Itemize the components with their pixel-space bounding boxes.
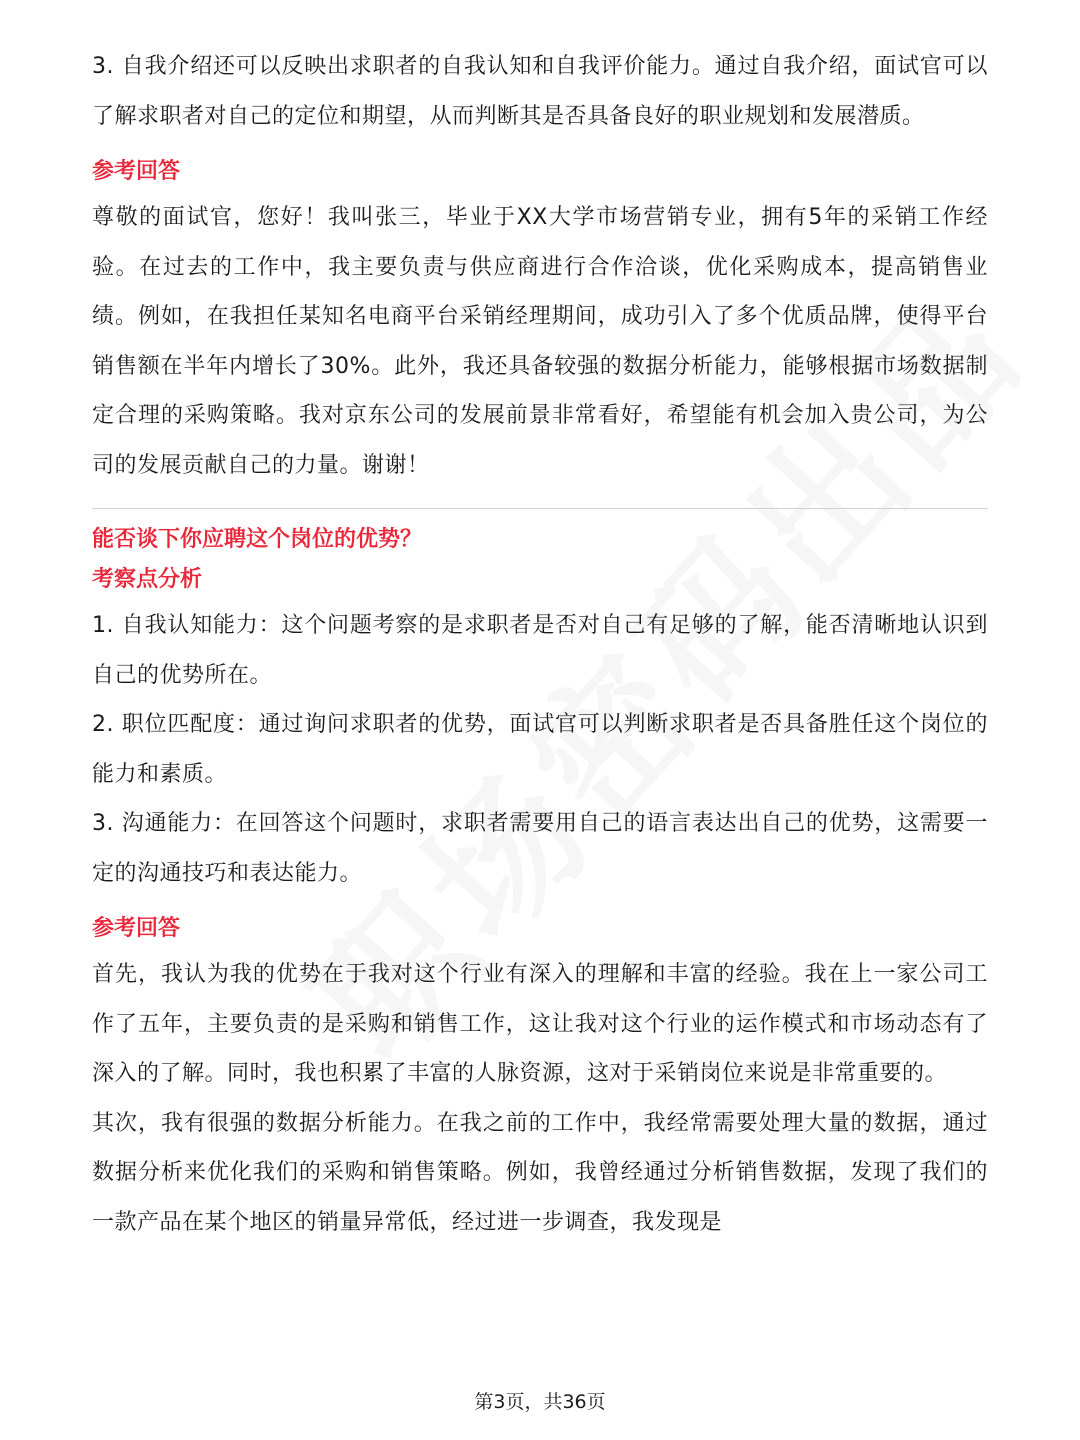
intro-point-3: 3. 自我介绍还可以反映出求职者的自我认知和自我评价能力。通过自我介绍，面试官可以了解求职者对自己的定位和期望，从而判断其是否具备良好的职业规划和发展潜质。 (92, 54, 988, 129)
page-number-footer: 第3页，共36页 (474, 1391, 606, 1413)
reference-answer-heading: 参考回答 (92, 916, 181, 941)
question-heading: 能否谈下你应聘这个岗位的优势？ (92, 527, 423, 552)
section-divider (92, 508, 988, 509)
document-page (92, 42, 988, 1247)
analysis-heading: 考察点分析 (92, 567, 203, 592)
analysis-point: 3. 沟通能力：在回答这个问题时，求职者需要用自己的语言表达出自己的优势，这需要一定的沟通技巧和表达能力。 (92, 811, 988, 886)
reference-answer-heading: 参考回答 (92, 159, 181, 184)
analysis-point: 1. 自我认知能力：这个问题考察的是求职者是否对自己有足够的了解，能否清晰地认识到自己的优势所在。 (92, 613, 988, 688)
reference-answer-text: 尊敬的面试官，您好！我叫张三，毕业于XX大学市场营销专业，拥有5年的采销工作经验。在过去的工作中，我主要负责与供应商进行合作洽谈，优化采购成本，提高销售业绩。例如，在我担任某知名电商平台采销经理期间，成功引入了多个优质品牌，使得平台销售额在半年内增长了30%。此外，我还具备较强的数据分析能力，能够根据市场数据制定合理的采购策略。我对京东公司的发展前景非常看好，希望能有机会加入贵公司，为公司的发展贡献自己的力量。谢谢！ (92, 205, 988, 478)
reference-answer-paragraph: 其次，我有很强的数据分析能力。在我之前的工作中，我经常需要处理大量的数据，通过数据分析来优化我们的采购和销售策略。例如，我曾经通过分析销售数据，发现了我们的一款产品在某个地区的销量异常低，经过进一步调查，我发现是 (92, 1110, 988, 1235)
analysis-point: 2. 职位匹配度：通过询问求职者的优势，面试官可以判断求职者是否具备胜任这个岗位的能力和素质。 (92, 712, 988, 787)
reference-answer-paragraph: 首先，我认为我的优势在于我对这个行业有深入的理解和丰富的经验。我在上一家公司工作了五年，主要负责的是采购和销售工作，这让我对这个行业的运作模式和市场动态有了深入的了解。同时，我也积累了丰富的人脉资源，这对于采销岗位来说是非常重要的。 (92, 962, 988, 1086)
